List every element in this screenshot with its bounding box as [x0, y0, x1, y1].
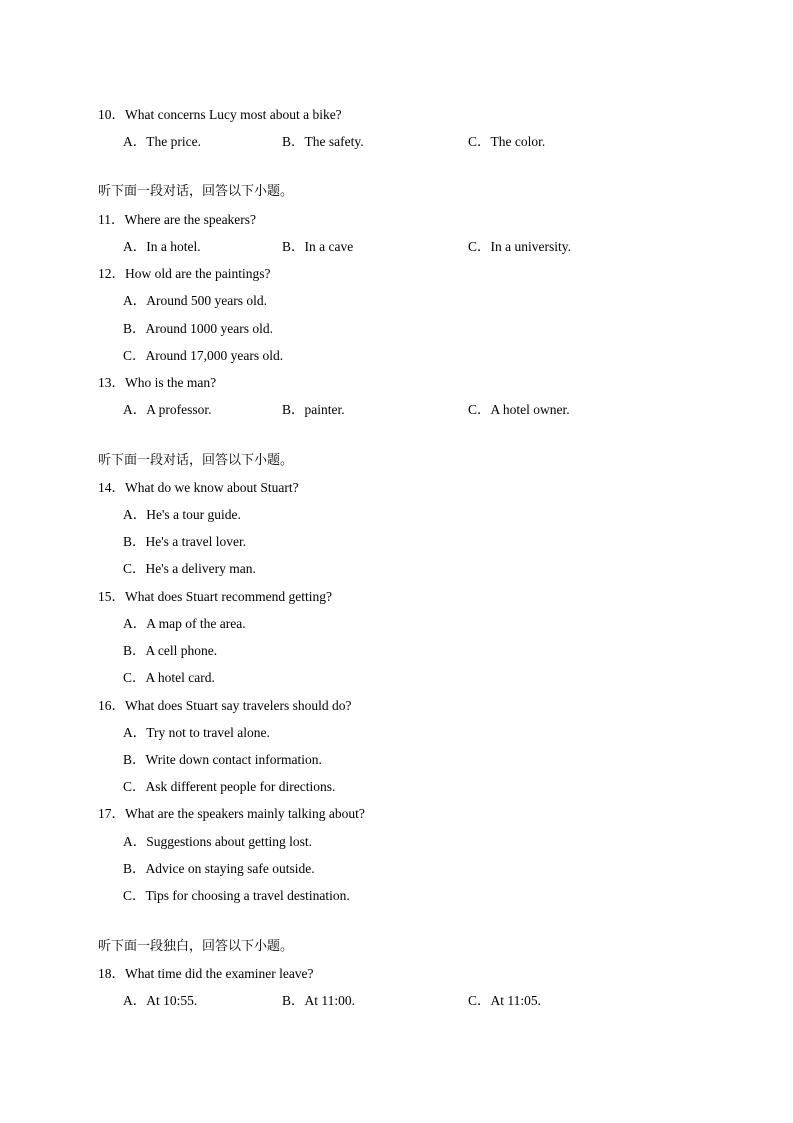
question-18-option-b: B．At 11:00.: [282, 993, 356, 1008]
question-15-option-c: C．A hotel card.: [123, 670, 215, 685]
question-10-option-a: A．The price.: [123, 134, 201, 149]
section-instruction-1: 听下面一段对话，回答以下小题。: [98, 184, 294, 199]
question-14-option-c: C．He's a delivery man.: [123, 561, 256, 576]
question-12: 12．How old are the paintings?: [98, 266, 271, 281]
question-13: 13．Who is the man?: [98, 375, 217, 390]
question-17: 17．What are the speakers mainly talking about?: [98, 806, 365, 821]
question-16: 16．What does Stuart say travelers should do?: [98, 698, 352, 713]
question-10-option-b: B．The safety.: [282, 134, 364, 149]
question-16-option-b: B．Write down contact information.: [123, 752, 322, 767]
question-13-option-c: C．A hotel owner.: [468, 402, 570, 417]
question-17-option-b: B．Advice on staying safe outside.: [123, 861, 315, 876]
question-15-option-a: A．A map of the area.: [123, 616, 246, 631]
question-10-option-c: C．The color.: [468, 134, 546, 149]
question-17-option-a: A．Suggestions about getting lost.: [123, 834, 312, 849]
question-16-option-c: C．Ask different people for directions.: [123, 779, 336, 794]
question-14: 14．What do we know about Stuart?: [98, 480, 299, 495]
question-16-option-a: A．Try not to travel alone.: [123, 725, 270, 740]
question-12-option-a: A．Around 500 years old.: [123, 293, 267, 308]
question-12-option-c: C．Around 17,000 years old.: [123, 348, 284, 363]
question-10: 10．What concerns Lucy most about a bike?: [98, 107, 342, 122]
question-18-option-c: C．At 11:05.: [468, 993, 542, 1008]
question-18-option-a: A．At 10:55.: [123, 993, 198, 1008]
question-14-option-b: B．He's a travel lover.: [123, 534, 247, 549]
question-17-option-c: C．Tips for choosing a travel destination.: [123, 888, 350, 903]
section-instruction-2: 听下面一段对话，回答以下小题。: [98, 453, 294, 468]
question-11: 11．Where are the speakers?: [98, 212, 257, 227]
question-15: 15．What does Stuart recommend getting?: [98, 589, 332, 604]
question-18: 18．What time did the examiner leave?: [98, 966, 314, 981]
question-11-option-a: A．In a hotel.: [123, 239, 201, 254]
question-13-option-a: A．A professor.: [123, 402, 212, 417]
question-15-option-b: B．A cell phone.: [123, 643, 218, 658]
section-instruction-3: 听下面一段独白，回答以下小题。: [98, 939, 294, 954]
question-14-option-a: A．He's a tour guide.: [123, 507, 241, 522]
question-11-option-c: C．In a university.: [468, 239, 571, 254]
question-12-option-b: B．Around 1000 years old.: [123, 321, 273, 336]
question-13-option-b: B．painter.: [282, 402, 345, 417]
question-11-option-b: B．In a cave: [282, 239, 354, 254]
